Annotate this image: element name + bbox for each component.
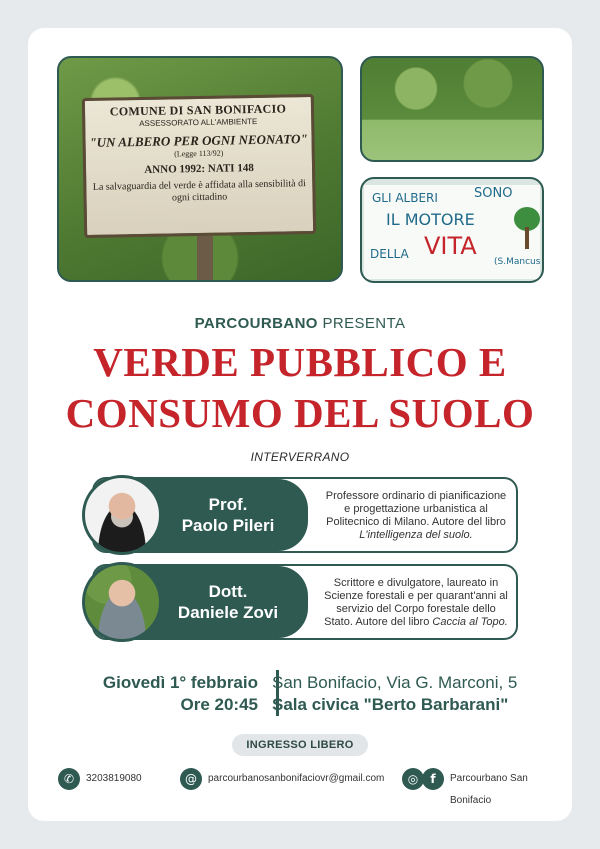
event-time: Ore 20:45 [180,695,258,714]
event-address: San Bonifacio, Via G. Marconi, 5 [272,673,518,692]
phone-number[interactable]: 3203819080 [86,773,142,784]
contacts-row [56,768,556,806]
sign-line-3: "UN ALBERO PER OGNI NEONATO" [89,131,308,150]
event-where [272,672,552,716]
instagram-icon: ◎ [402,768,424,790]
banner-word-1: GLI ALBERI [372,191,438,205]
organizer-name: PARCOURBANO [194,315,318,332]
whatsapp-icon: ✆ [58,768,80,790]
speaker-name: Paolo Pileri [181,516,275,535]
poster-card [28,28,572,821]
event-venue: Sala civica "Berto Barbarani" [272,695,509,714]
park-photo [360,56,544,162]
banner-word-2: SONO [474,186,513,201]
banner-photo [360,177,544,283]
banner-signature: (S.Mancus [494,257,541,267]
speaker-book: Caccia al Topo. [432,616,508,628]
commemorative-sign [82,94,316,238]
sign-line-4: (Legge 113/92) [174,148,224,159]
speakers-heading: INTERVERRANO [250,450,350,464]
speaker-book: L'intelligenza del suolo. [359,529,473,541]
speaker-title: Prof. [208,495,248,514]
email-address[interactable]: parcourbanosanbonifaciovr@gmail.com [208,773,385,784]
speaker-card [82,564,518,640]
speaker-title: Dott. [208,582,248,601]
tree-trunk-icon [525,227,529,249]
speaker-photo [82,562,162,642]
free-entry-badge: INGRESSO LIBERO [232,734,368,756]
speaker-description [324,570,508,636]
event-when [72,672,258,716]
sign-line-1: COMUNE DI SAN BONIFACIO [109,101,287,119]
sign-line-2: ASSESSORATO ALL'AMBIENTE [139,116,258,129]
protest-banner [364,185,540,279]
speaker-description [324,483,508,549]
presenter-line [28,315,572,332]
banner-word-3: IL MOTORE [386,210,475,229]
email-icon: @ [180,768,202,790]
speaker-bio: Scrittore e divulgatore, laureato in Scienze forestali e per quarant'anni al servizio del Corpo forestale dello Stato. Autore del libro [324,577,508,628]
sign-post [197,236,213,282]
presenta-label: PRESENTA [322,315,406,332]
speaker-photo [82,475,162,555]
facebook-icon: f [422,768,444,790]
sign-line-5: ANNO 1992: NATI 148 [144,162,254,176]
speaker-bio: Professore ordinario di pianificazione e progettazione urbanistica al Politecnico di Milano. Autore del libro [325,490,507,528]
speaker-card [82,477,518,553]
sign-photo [57,56,343,282]
event-title-line-2: CONSUMO DEL SUOLO [65,390,535,436]
sign-line-6: La salvaguardia del verde è affidata alla sensibilità di ogni cittadino [92,178,306,204]
event-title-line-1: VERDE PUBBLICO E [93,339,507,385]
social-handle[interactable]: Parcourbano San Bonifacio [450,773,528,806]
event-date: Giovedì 1° febbraio [102,673,258,692]
speaker-name: Daniele Zovi [177,603,279,622]
banner-word-5: VITA [424,232,477,260]
banner-word-4: DELLA [370,247,409,261]
